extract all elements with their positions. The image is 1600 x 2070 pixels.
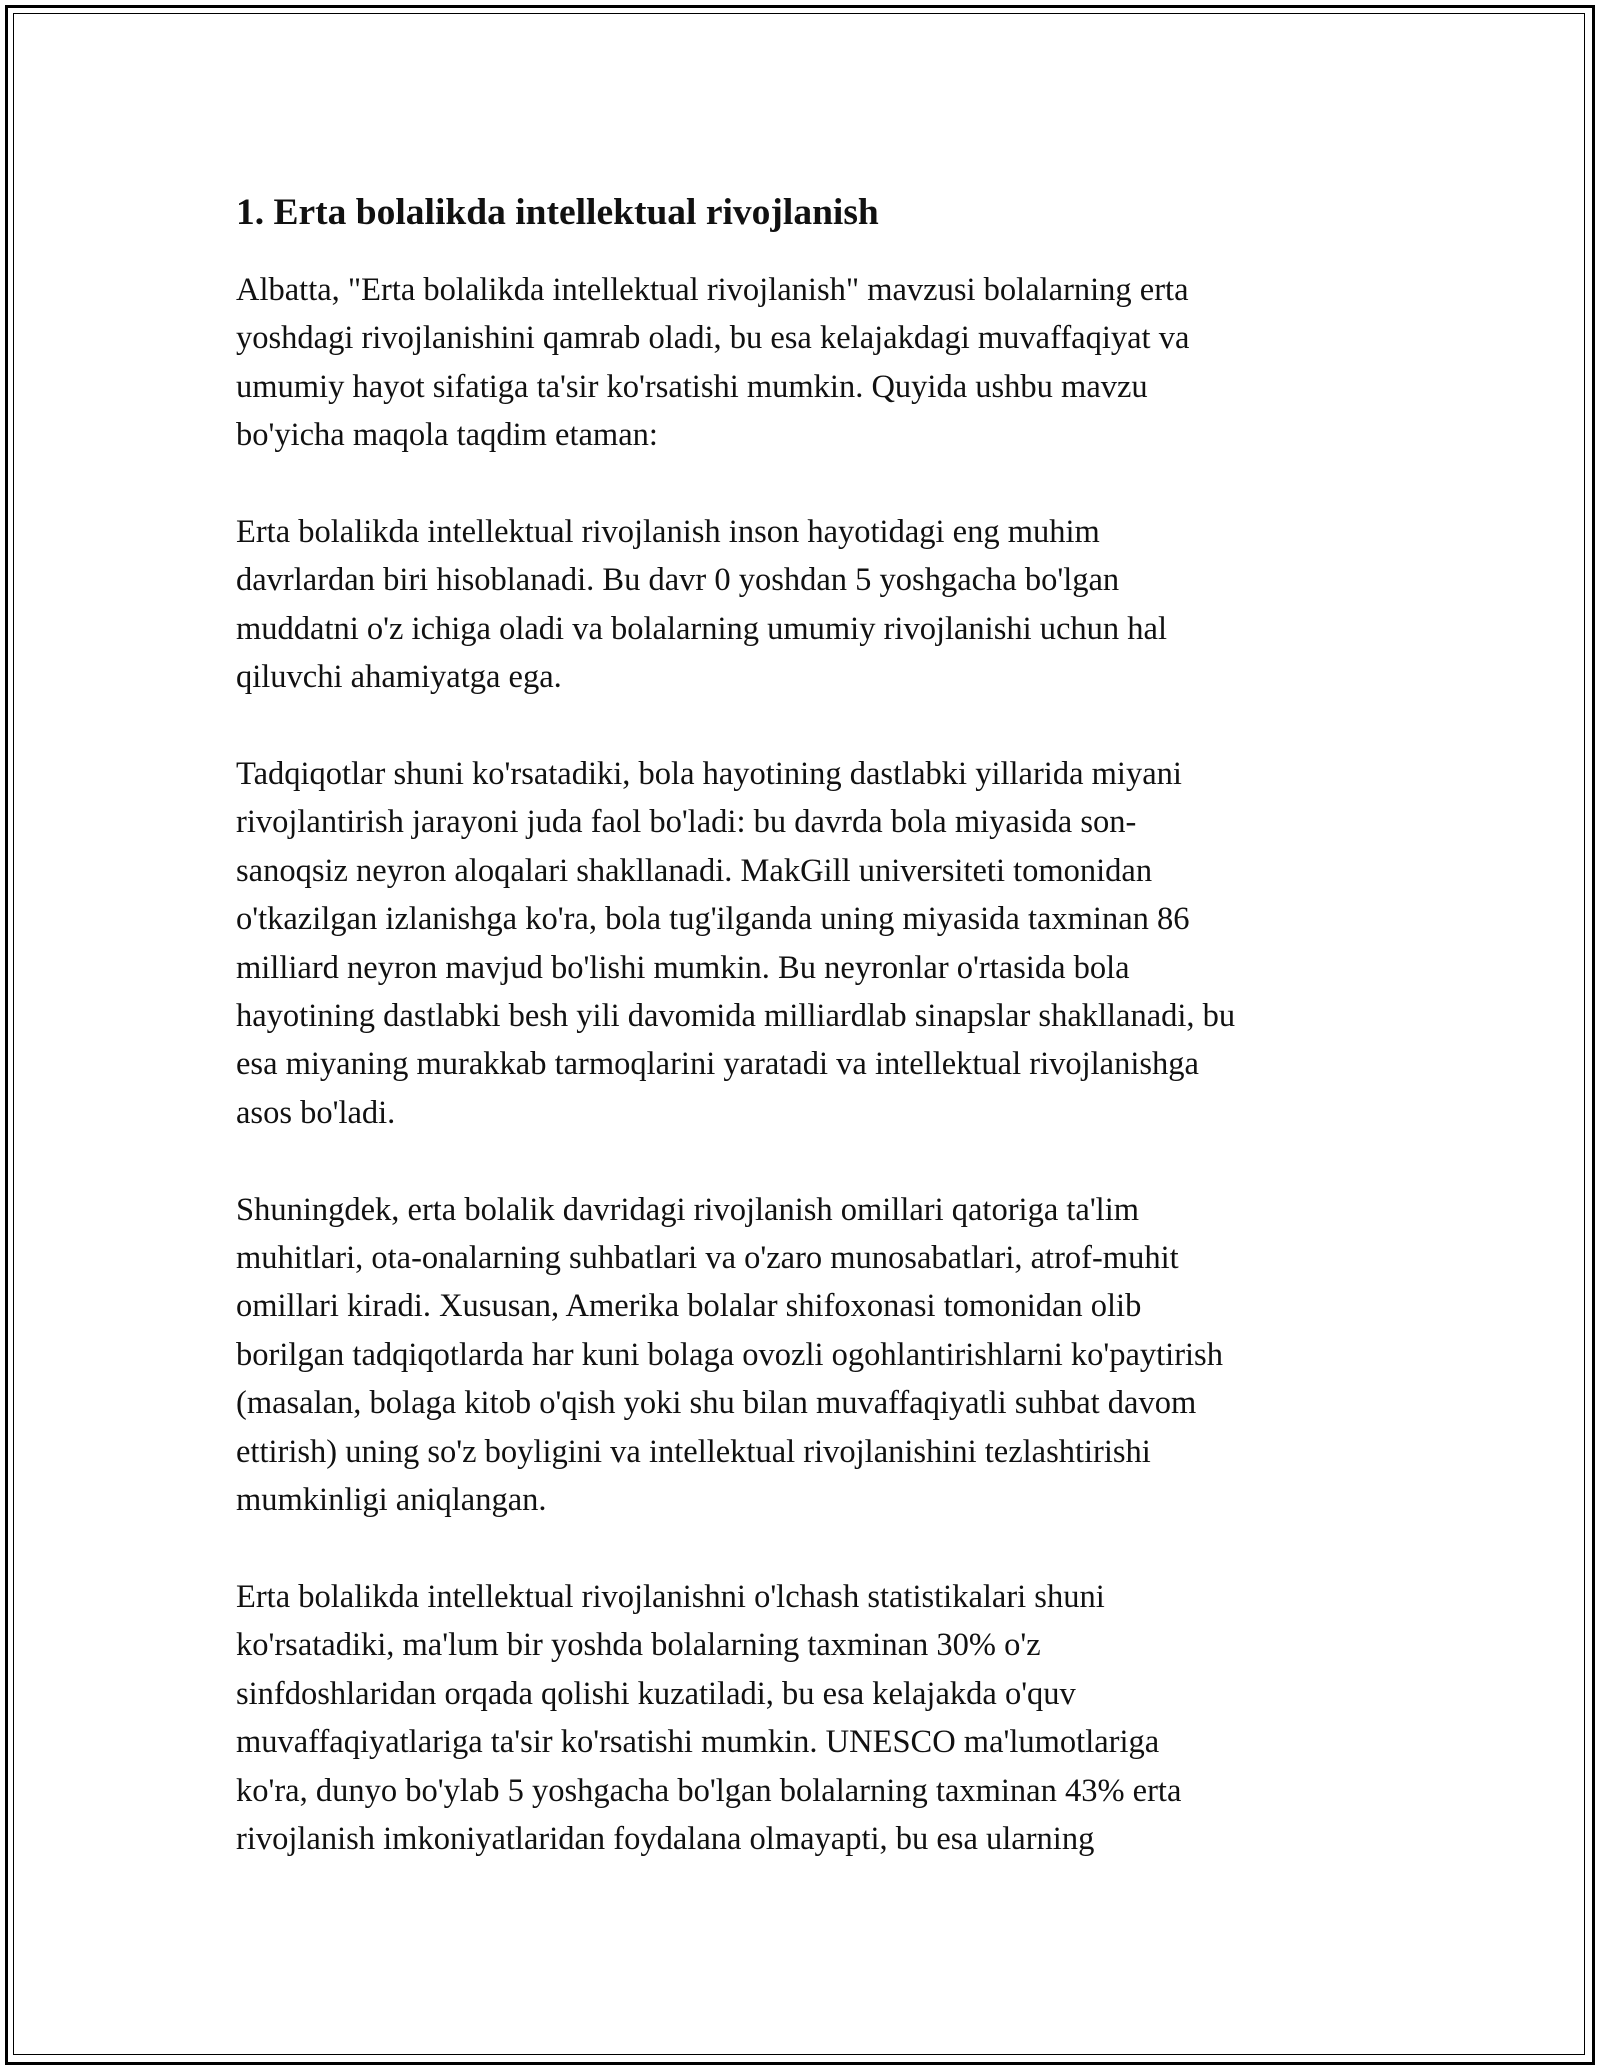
text-line: (masalan, bolaga kitob o'qish yoki shu bilan muvaffaqiyatli suhbat davom	[236, 1385, 1197, 1422]
text-line: ko'ra, dunyo bo'ylab 5 yoshgacha bo'lgan bolalarning taxminan 43% erta	[236, 1772, 1182, 1809]
text-line: sinfdoshlaridan orqada qolishi kuzatiladi, bu esa kelajakda o'quv	[236, 1675, 1076, 1712]
paragraph-list	[236, 266, 1386, 1863]
text-line: rivojlanish imkoniyatlaridan foydalana olmayapti, bu esa ularning	[236, 1820, 1095, 1857]
document-heading: 1. Erta bolalikda intellektual rivojlanish	[236, 192, 879, 233]
paragraph	[236, 266, 1386, 460]
text-line: rivojlantirish jarayoni juda faol bo'ladi: bu davrda bola miyasida son-	[236, 804, 1137, 841]
text-line: qiluvchi ahamiyatga ega.	[236, 659, 562, 696]
text-line: Erta bolalikda intellektual rivojlanishni o'lchash statistikalari shuni	[236, 1578, 1105, 1615]
text-line: mumkinligi aniqlangan.	[236, 1482, 547, 1519]
text-line: yoshdagi rivojlanishini qamrab oladi, bu esa kelajakdagi muvaffaqiyat va	[236, 320, 1190, 357]
paragraph	[236, 750, 1386, 1137]
text-line: muddatni o'z ichiga oladi va bolalarning umumiy rivojlanishi uchun hal	[236, 610, 1168, 647]
text-line: omillari kiradi. Xususan, Amerika bolalar shifoxonasi tomonidan olib	[236, 1288, 1142, 1325]
text-line: ettirish) uning so'z boyligini va intellektual rivojlanishini tezlashtirishi	[236, 1433, 1151, 1470]
text-line: hayotining dastlabki besh yili davomida milliardlab sinapslar shakllanadi, bu	[236, 998, 1236, 1035]
paragraph	[236, 508, 1386, 702]
text-line: umumiy hayot sifatiga ta'sir ko'rsatishi mumkin. Quyida ushbu mavzu	[236, 368, 1148, 405]
paragraph	[236, 1573, 1386, 1863]
text-line: bo'yicha maqola taqdim etaman:	[236, 417, 658, 454]
text-line: milliard neyron mavjud bo'lishi mumkin. Bu neyronlar o'rtasida bola	[236, 949, 1130, 986]
document-body	[236, 186, 1386, 1912]
text-line: muvaffaqiyatlariga ta'sir ko'rsatishi mumkin. UNESCO ma'lumotlariga	[236, 1724, 1160, 1761]
text-line: borilgan tadqiqotlarda har kuni bolaga ovozli ogohlantirishlarni ko'paytirish	[236, 1336, 1223, 1373]
text-line: Erta bolalikda intellektual rivojlanish inson hayotidagi eng muhim	[236, 514, 1100, 551]
text-line: Albatta, "Erta bolalikda intellektual rivojlanish" mavzusi bolalarning erta	[236, 272, 1189, 308]
text-line: sanoqsiz neyron aloqalari shakllanadi. MakGill universiteti tomonidan	[236, 852, 1153, 889]
text-line: Shuningdek, erta bolalik davridagi rivojlanish omillari qatoriga ta'lim	[236, 1191, 1140, 1228]
text-line: o'tkazilgan izlanishga ko'ra, bola tug'ilganda uning miyasida taxminan 86	[236, 901, 1190, 938]
text-line: ko'rsatadiki, ma'lum bir yoshda bolalarning taxminan 30% o'z	[236, 1627, 1041, 1664]
text-line: esa miyaning murakkab tarmoqlarini yaratadi va intellektual rivojlanishga	[236, 1046, 1199, 1083]
text-line: muhitlari, ota-onalarning suhbatlari va o'zaro munosabatlari, atrof-muhit	[236, 1240, 1179, 1277]
text-line: davrlardan biri hisoblanadi. Bu davr 0 yoshdan 5 yoshgacha bo'lgan	[236, 562, 1120, 599]
text-line: Tadqiqotlar shuni ko'rsatadiki, bola hayotining dastlabki yillarida miyani	[236, 756, 1182, 793]
paragraph	[236, 1186, 1386, 1525]
text-line: asos bo'ladi.	[236, 1094, 396, 1131]
